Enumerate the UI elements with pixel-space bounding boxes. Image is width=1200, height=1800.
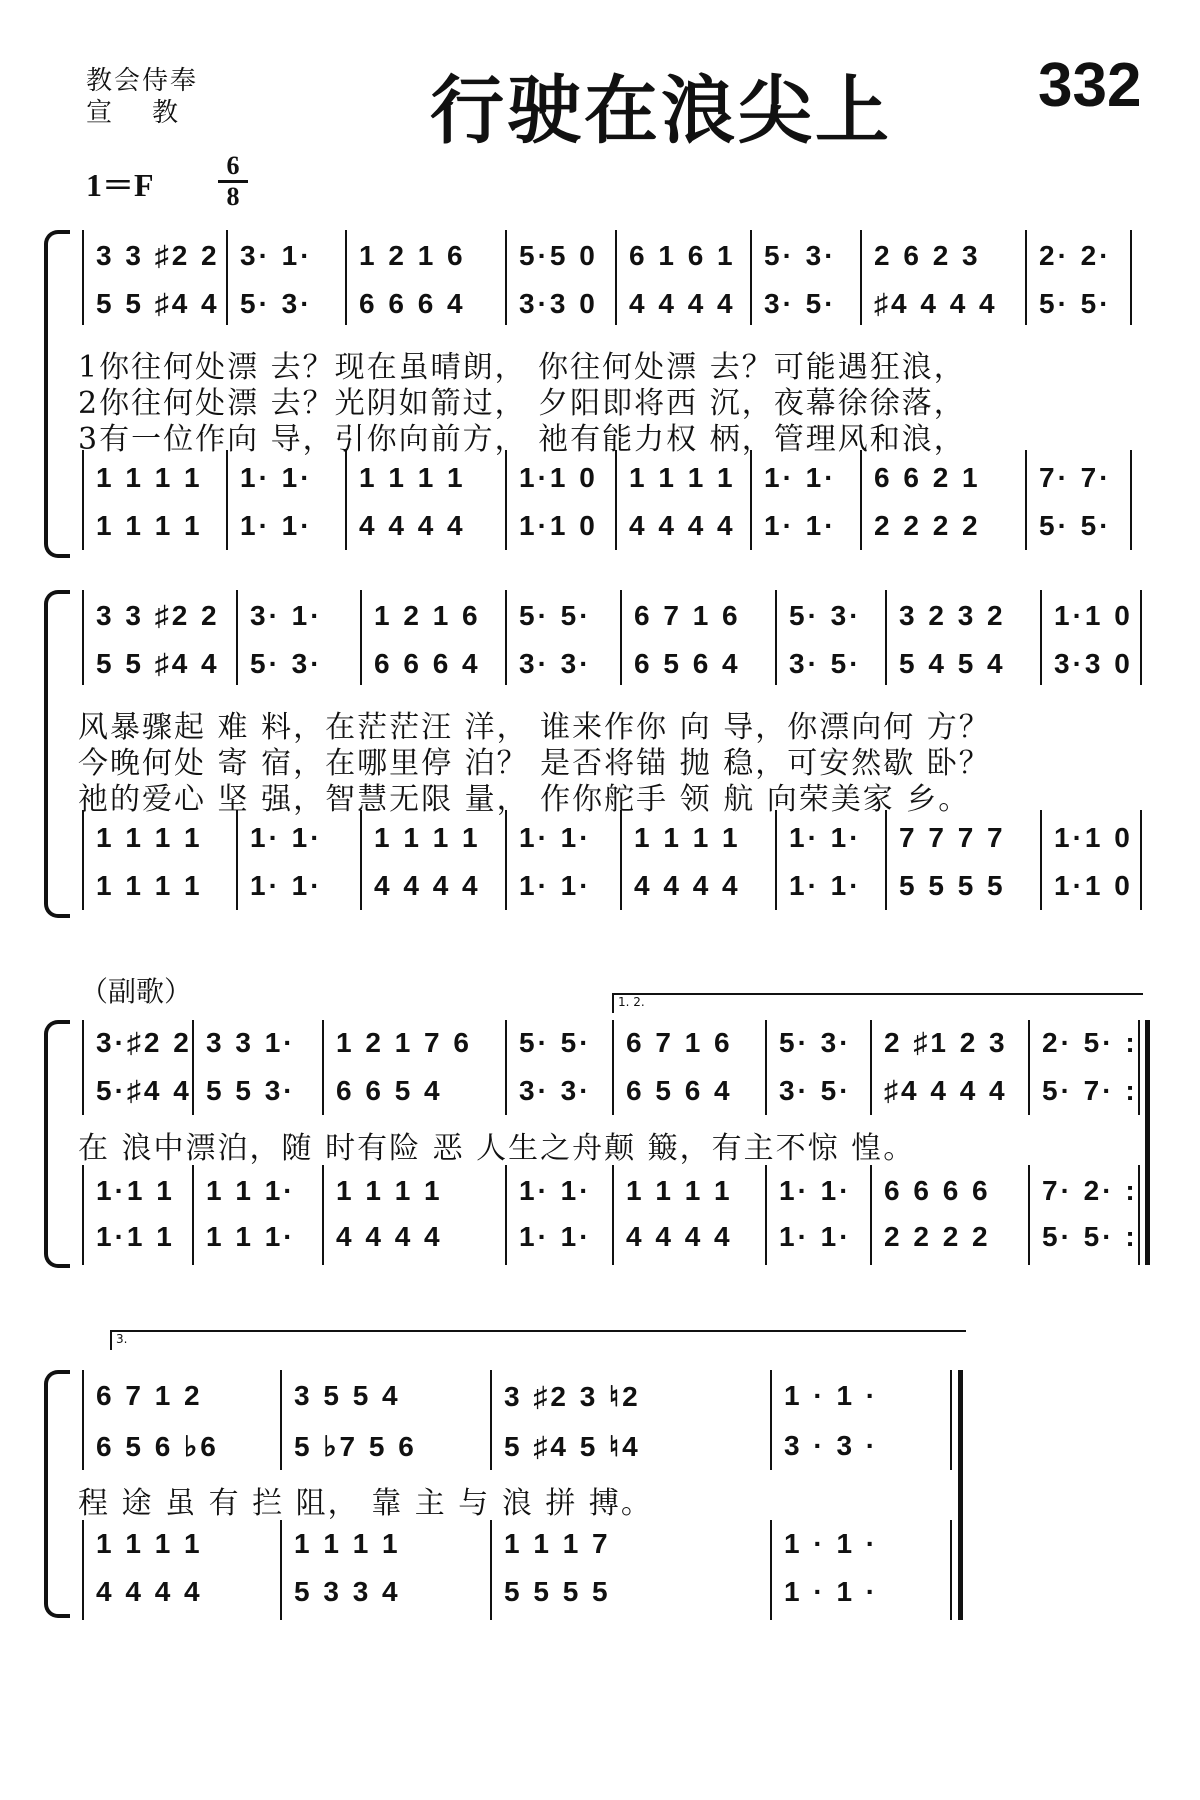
barline: [860, 230, 862, 325]
alto-measure: 5 5 ♯4 4: [96, 648, 220, 679]
chorus-label: （副歌）: [80, 975, 193, 1008]
tenor-measure: 1·1 1: [96, 1175, 175, 1206]
bass-measure: 1· 1·: [789, 870, 862, 901]
system-1: [0, 230, 1200, 560]
alto-measure: ♯4 4 4 4: [874, 288, 998, 319]
bass-measure: 1 · 1 ·: [784, 1576, 879, 1607]
meter-top: 6: [226, 151, 240, 180]
tenor-measure: 1 1 1 1: [626, 1175, 733, 1206]
barline: [1025, 230, 1027, 325]
alto-measure: 3· 5·: [764, 288, 837, 319]
bass-measure: 5 5 5 5: [899, 870, 1006, 901]
barline: [236, 810, 238, 910]
barline: [770, 1520, 772, 1620]
soprano-measure: 5·5 0: [519, 240, 598, 271]
meter-bottom: 8: [226, 182, 240, 211]
bass-measure: 2 2 2 2: [874, 510, 981, 541]
barline: [360, 590, 362, 685]
soprano-measure: 5· 5·: [519, 600, 592, 631]
barline: [615, 230, 617, 325]
tenor-measure: 7 7 7 7: [899, 822, 1006, 853]
alto-measure: 3· 3·: [519, 648, 592, 679]
alto-measure: 5 5 ♯4 4: [96, 288, 220, 319]
alto-measure: ♯4 4 4 4: [884, 1075, 1008, 1106]
barline: [505, 1020, 507, 1115]
bass-measure: 1·1 0: [1054, 870, 1133, 901]
verse2-lyrics: 今晚何处 寄 宿，在哪里停 泊？ 是否将锚 抛 稳，可安然歇 卧？: [78, 746, 991, 781]
volta-1-2: 1. 2.: [612, 993, 1143, 1013]
tenor-measure: 6 6 2 1: [874, 462, 981, 493]
barline: [226, 230, 228, 325]
barline: [620, 810, 622, 910]
bass-measure: 4 4 4 4: [336, 1221, 443, 1252]
final-barline: [1145, 1020, 1150, 1265]
tenor-measure: 7· 2· :: [1042, 1175, 1138, 1206]
soprano-measure: 3 3 ♯2 2: [96, 600, 220, 631]
alto-measure: 6 6 6 4: [374, 648, 481, 679]
soprano-measure: 2 6 2 3: [874, 240, 981, 271]
barline: [1040, 810, 1042, 910]
alto-measure: 5· 5·: [1039, 288, 1112, 319]
bass-measure: 2 2 2 2: [884, 1221, 991, 1252]
tenor-measure: 1 · 1 ·: [784, 1528, 879, 1559]
soprano-measure: 1 · 1 ·: [784, 1380, 879, 1411]
system-brace: [44, 1370, 70, 1618]
tenor-measure: 1 1 1 1: [336, 1175, 443, 1206]
soprano-measure: 1 2 1 6: [374, 600, 481, 631]
soprano-measure: 1 2 1 6: [359, 240, 466, 271]
tenor-measure: 6 6 6 6: [884, 1175, 991, 1206]
barline: [505, 450, 507, 550]
verse3-lyrics: 祂的爱心 坚 强，智慧无限 量， 作你舵手 领 航 向荣美家 乡。: [78, 782, 971, 817]
bass-measure: 1· 1·: [519, 870, 592, 901]
alto-measure: 3 · 3 ·: [784, 1430, 879, 1461]
soprano-measure: 5· 3·: [789, 600, 862, 631]
alto-measure: 5 5 3·: [206, 1075, 296, 1106]
hymn-title: 行驶在浪尖上: [430, 68, 892, 154]
soprano-measure: 3 3 ♯2 2: [96, 240, 220, 271]
verse2-lyrics: 2你往何处漂 去？光阴如箭过， 夕阳即将西 沉，夜幕徐徐落，: [78, 386, 966, 421]
alto-measure: 6 5 6 4: [626, 1075, 733, 1106]
barline: [82, 230, 84, 325]
barline: [345, 450, 347, 550]
alto-measure: 3·3 0: [1054, 648, 1133, 679]
tenor-measure: 1 1 1 1: [96, 462, 203, 493]
volta-3: 3.: [110, 1330, 966, 1350]
verse1-lyrics: 1你往何处漂 去？现在虽晴朗， 你往何处漂 去？可能遇狂浪，: [78, 350, 966, 385]
soprano-measure: 2· 5· :: [1042, 1027, 1138, 1058]
bass-measure: 1·1 1: [96, 1221, 175, 1252]
barline: [1138, 1165, 1140, 1265]
bass-measure: 4 4 4 4: [634, 870, 741, 901]
barline: [490, 1520, 492, 1620]
alto-measure: 6 5 6 ♭6: [96, 1431, 219, 1462]
tenor-measure: 1 1 1 1: [96, 822, 203, 853]
tenor-measure: 1 1 1 1: [374, 822, 481, 853]
verse1-lyrics: 风暴骤起 难 料，在茫茫汪 洋， 谁来作你 向 导，你漂向何 方？: [78, 710, 991, 745]
soprano-measure: 3 3 1·: [206, 1027, 296, 1058]
bass-measure: 4 4 4 4: [374, 870, 481, 901]
bass-measure: 4 4 4 4: [626, 1221, 733, 1252]
soprano-measure: 3·♯2 2: [96, 1027, 192, 1058]
system-4: [0, 1330, 1200, 1620]
barline: [360, 810, 362, 910]
barline: [280, 1520, 282, 1620]
tenor-measure: 1· 1·: [789, 822, 862, 853]
soprano-measure: 1 2 1 7 6: [336, 1027, 472, 1058]
tenor-measure: 7· 7·: [1039, 462, 1112, 493]
barline: [505, 230, 507, 325]
barline: [82, 590, 84, 685]
system-2: [0, 590, 1200, 920]
barline: [750, 450, 752, 550]
tenor-measure: 1· 1·: [764, 462, 837, 493]
bass-measure: 1· 1·: [519, 1221, 592, 1252]
alto-measure: 6 5 6 4: [634, 648, 741, 679]
barline: [82, 450, 84, 550]
bass-measure: 5 3 3 4: [294, 1576, 401, 1607]
lyrics-lyrics: 程 途 虽 有 拦 阻， 靠 主 与 浪 拼 搏。: [78, 1486, 653, 1521]
soprano-measure: 3· 1·: [240, 240, 313, 271]
bass-measure: 5· 5· :: [1042, 1221, 1138, 1252]
barline: [870, 1020, 872, 1115]
bass-measure: 1· 1·: [240, 510, 313, 541]
alto-measure: 3·3 0: [519, 288, 598, 319]
system-brace: [44, 1020, 70, 1268]
bass-measure: 1 1 1 1: [96, 870, 203, 901]
alto-measure: 3· 5·: [779, 1075, 852, 1106]
barline: [775, 810, 777, 910]
tenor-measure: 1·1 0: [519, 462, 598, 493]
barline: [775, 590, 777, 685]
alto-measure: 5·♯4 4: [96, 1075, 192, 1106]
barline: [82, 1165, 84, 1265]
barline: [490, 1370, 492, 1470]
tenor-measure: 1 1 1 1: [634, 822, 741, 853]
system-3: [0, 975, 1200, 1265]
barline: [1028, 1165, 1030, 1265]
barline: [82, 810, 84, 910]
barline: [1025, 450, 1027, 550]
soprano-measure: 2 ♯1 2 3: [884, 1027, 1008, 1058]
alto-measure: 3· 5·: [789, 648, 862, 679]
tenor-measure: 1 1 1 7: [504, 1528, 611, 1559]
barline: [322, 1020, 324, 1115]
barline: [82, 1520, 84, 1620]
barline: [1130, 230, 1132, 325]
alto-measure: 5· 7· :: [1042, 1075, 1138, 1106]
barline: [765, 1165, 767, 1265]
alto-measure: 5 ♯4 5 ♮4: [504, 1431, 641, 1462]
soprano-measure: 5· 5·: [519, 1027, 592, 1058]
barline: [860, 450, 862, 550]
barline: [1028, 1020, 1030, 1115]
barline: [885, 590, 887, 685]
bass-measure: 4 4 4 4: [359, 510, 466, 541]
soprano-measure: 6 1 6 1: [629, 240, 736, 271]
barline: [345, 230, 347, 325]
soprano-measure: 3 ♯2 3 ♮2: [504, 1381, 641, 1412]
category-line-1: 教会侍奉: [86, 66, 199, 96]
bass-measure: 5· 5·: [1039, 510, 1112, 541]
alto-measure: 5 ♭7 5 6: [294, 1431, 417, 1462]
bass-measure: 5 5 5 5: [504, 1576, 611, 1607]
bass-measure: 1 1 1 1: [96, 510, 203, 541]
barline: [236, 590, 238, 685]
soprano-measure: 6 7 1 2: [96, 1380, 203, 1411]
barline: [1040, 590, 1042, 685]
tenor-measure: 1· 1·: [519, 1175, 592, 1206]
tenor-measure: 1· 1·: [519, 822, 592, 853]
barline: [192, 1165, 194, 1265]
barline: [226, 450, 228, 550]
tenor-measure: 1 1 1 1: [294, 1528, 401, 1559]
time-signature: [218, 152, 248, 211]
soprano-measure: 3 5 5 4: [294, 1380, 401, 1411]
soprano-measure: 1·1 0: [1054, 600, 1133, 631]
barline: [620, 590, 622, 685]
alto-measure: 6 6 5 4: [336, 1075, 443, 1106]
hymn-number: 332: [1038, 51, 1142, 120]
barline: [1140, 590, 1142, 685]
barline: [615, 450, 617, 550]
tenor-measure: 1·1 0: [1054, 822, 1133, 853]
system-brace: [44, 590, 70, 918]
tenor-measure: 1 1 1 1: [629, 462, 736, 493]
soprano-measure: 6 7 1 6: [626, 1027, 733, 1058]
soprano-measure: 3· 1·: [250, 600, 323, 631]
bass-measure: 1· 1·: [250, 870, 323, 901]
tenor-measure: 1 1 1·: [206, 1175, 296, 1206]
barline: [280, 1370, 282, 1470]
barline: [770, 1370, 772, 1470]
soprano-measure: 2· 2·: [1039, 240, 1112, 271]
bass-measure: 1· 1·: [779, 1221, 852, 1252]
soprano-measure: 3 2 3 2: [899, 600, 1006, 631]
alto-measure: 5· 3·: [240, 288, 313, 319]
barline: [82, 1020, 84, 1115]
bass-measure: 4 4 4 4: [96, 1576, 203, 1607]
soprano-measure: 5· 3·: [779, 1027, 852, 1058]
barline: [950, 1520, 952, 1620]
bass-measure: 1·1 0: [519, 510, 598, 541]
key-signature: 1＝F: [86, 167, 154, 203]
barline: [612, 1020, 614, 1115]
barline: [505, 810, 507, 910]
alto-measure: 3· 3·: [519, 1075, 592, 1106]
barline: [870, 1165, 872, 1265]
alto-measure: 5 4 5 4: [899, 648, 1006, 679]
alto-measure: 5· 3·: [250, 648, 323, 679]
barline: [765, 1020, 767, 1115]
barline: [82, 1370, 84, 1470]
barline: [1140, 810, 1142, 910]
barline: [505, 1165, 507, 1265]
tenor-measure: 1 1 1 1: [96, 1528, 203, 1559]
barline: [750, 230, 752, 325]
lyrics-lyrics: 在 浪中漂泊，随 时有险 恶 人生之舟颠 簸，有主不惊 惶。: [78, 1131, 916, 1166]
barline: [192, 1020, 194, 1115]
alto-measure: 4 4 4 4: [629, 288, 736, 319]
category-line-2: 宣教: [86, 98, 219, 128]
bass-measure: 4 4 4 4: [629, 510, 736, 541]
barline: [612, 1165, 614, 1265]
tenor-measure: 1· 1·: [779, 1175, 852, 1206]
soprano-measure: 6 7 1 6: [634, 600, 741, 631]
barline: [1130, 450, 1132, 550]
barline: [1138, 1020, 1140, 1115]
barline: [885, 810, 887, 910]
final-barline: [958, 1370, 963, 1620]
verse3-lyrics: 3有一位作向 导，引你向前方， 祂有能力权 柄，管理风和浪，: [78, 422, 966, 457]
barline: [505, 590, 507, 685]
alto-measure: 6 6 6 4: [359, 288, 466, 319]
bass-measure: 1 1 1·: [206, 1221, 296, 1252]
system-brace: [44, 230, 70, 558]
soprano-measure: 5· 3·: [764, 240, 837, 271]
tenor-measure: 1· 1·: [240, 462, 313, 493]
bass-measure: 1· 1·: [764, 510, 837, 541]
barline: [322, 1165, 324, 1265]
tenor-measure: 1· 1·: [250, 822, 323, 853]
tenor-measure: 1 1 1 1: [359, 462, 466, 493]
barline: [950, 1370, 952, 1470]
